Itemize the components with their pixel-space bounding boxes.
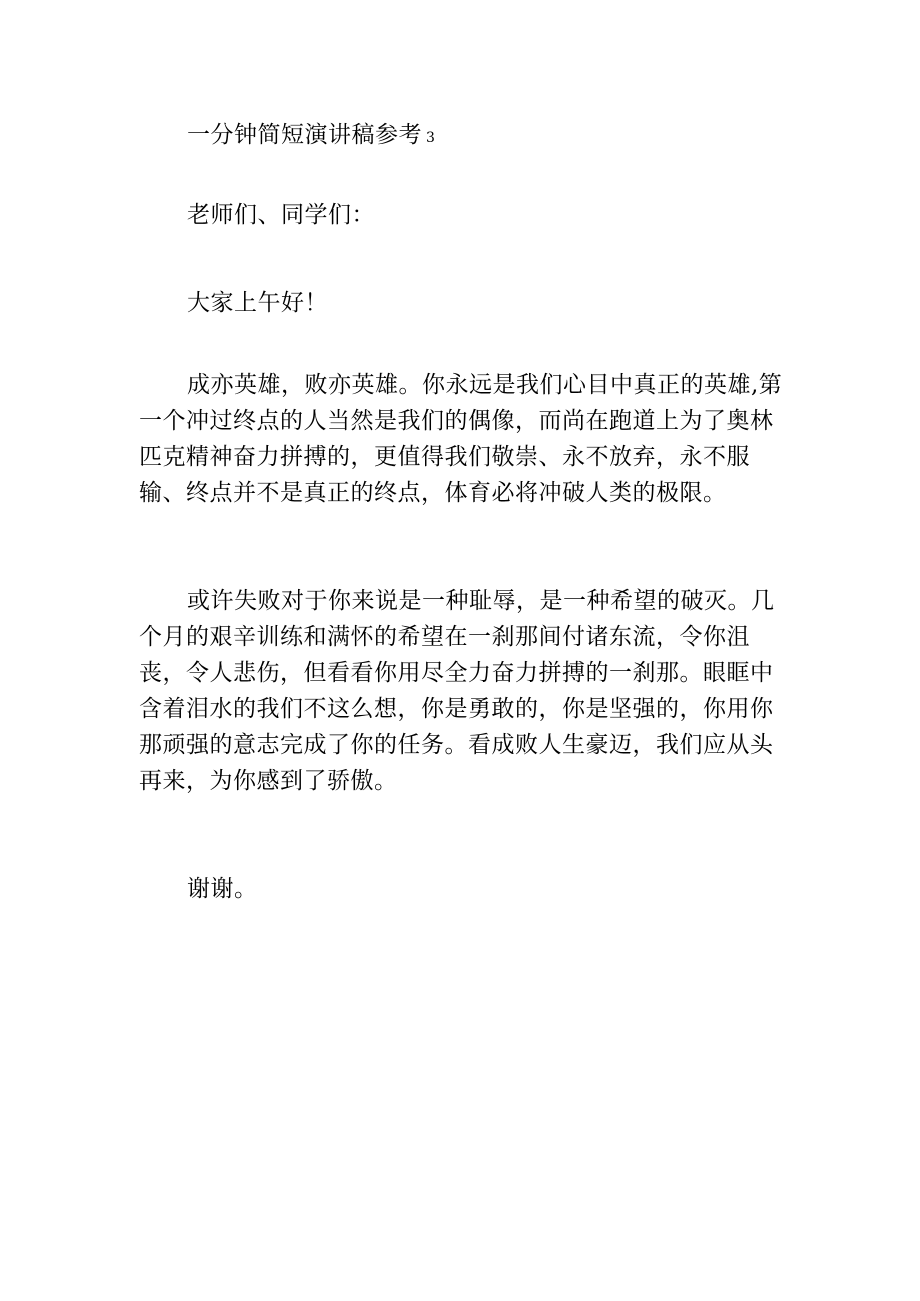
greeting: 大家上午好！ xyxy=(187,290,328,316)
paragraph-2: 或许失败对于你来说是一种耻辱，是一种希望的破灭。几个月的艰辛训练和满怀的希望在一刹那间付诸东流，令你沮丧，令人悲伤，但看看你用尽全力奋力拼搏的一刹那。眼眶中含着泪水的我们不这么想，你是勇敢的，你是坚强的，你用你那顽强的意志完成了你的任务。看成败人生豪迈，我们应从头再来，为你感到了骄傲。 xyxy=(139,588,775,794)
title-text: 一分钟简短演讲稿参考 xyxy=(187,122,422,148)
salutation: 老师们、同学们： xyxy=(187,202,375,228)
paragraph-1: 成亦英雄，败亦英雄。你永远是我们心目中真正的英雄,第一个冲过终点的人当然是我们的偶像，而尚在跑道上为了奥林匹克精神奋力拼搏的，更值得我们敬崇、永不放弃，永不服输、终点并不是真正的终点，体育必将冲破人类的极限。 xyxy=(139,372,783,506)
document-title xyxy=(139,117,787,156)
closing: 谢谢。 xyxy=(187,876,258,902)
title-number: 3 xyxy=(426,130,436,146)
